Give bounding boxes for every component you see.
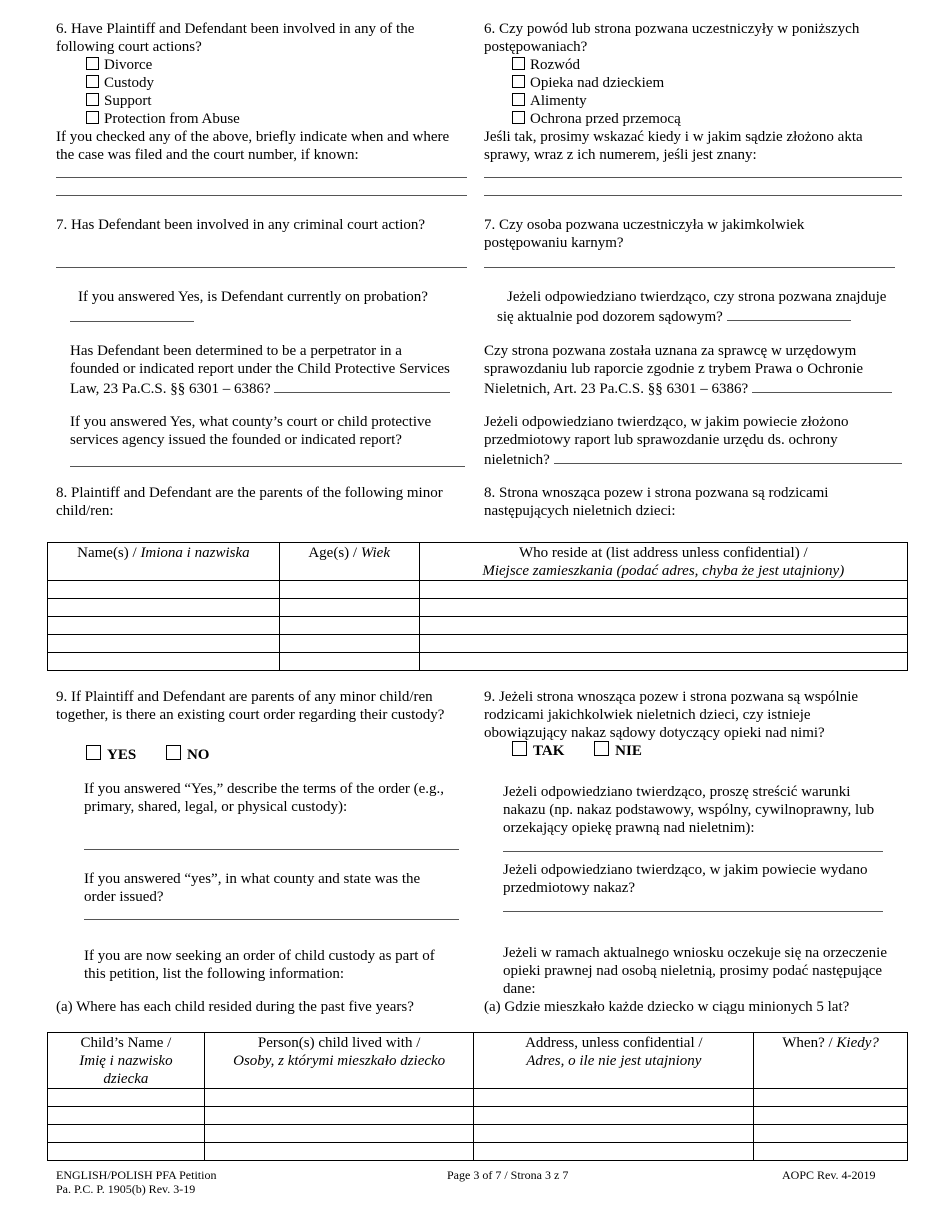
table-cell[interactable] [474,1125,754,1143]
q9-pl-question-line2: rodzicami jakichkolwiek nieletnich dzieci, czy istnieje [484,707,811,723]
table-cell[interactable] [204,1143,474,1161]
q7-pl-question-line1: 7. Czy osoba pozwana uczestniczyła w jakimkolwiek [484,217,805,233]
q9-pl-county [503,861,923,897]
table-cell[interactable] [474,1089,754,1107]
q7-pl-perp-line2: sprawozdaniu lub raporcie zgodnie z trybem Prawa o Ochronie [484,361,864,377]
footer-rule: Pa. P.C. P. 1905(b) Rev. 3-19 [56,1182,196,1196]
q8-pl [484,484,924,520]
q6-pl-followup-line2: sprawy, wraz z ich numerem, jeśli jest znany: [484,147,757,163]
q8-en [56,484,476,520]
checkbox[interactable] [86,745,101,760]
table-cell[interactable] [204,1107,474,1125]
q9-pl-question [484,688,924,742]
q9-pl-seeking-line1: Jeżeli w ramach aktualnego wniosku oczekuje się na orzeczenie [503,945,887,961]
table-header-row [48,543,908,581]
q6-en-followup-line2: the case was filed and the court number, if known: [56,147,359,163]
q9-pl-seeking-line2: opieki prawnej nad osobą nieletnią, prosimy podać następujące [503,963,883,979]
children-table [47,542,908,671]
checkbox[interactable] [512,111,525,124]
q7-en-answer-line[interactable] [56,267,467,268]
q8-pl-line1: 8. Strona wnosząca pozew i strona pozwana są rodzicami [484,485,829,501]
table-row [48,1125,908,1143]
footer-page-number: Page 3 of 7 / Strona 3 z 7 [447,1168,569,1182]
q9-en-question-line2: together, is there an existing court order regarding their custody? [56,707,445,723]
q9-en-county-answer[interactable] [84,919,459,920]
q9-en-terms [84,780,474,816]
q7-en-county [70,413,480,449]
q6-en-answer-line-1[interactable] [56,177,467,178]
residence-table [47,1032,908,1161]
table-cell[interactable] [754,1125,908,1143]
q7-pl-probation [497,288,917,326]
table-cell[interactable] [48,1107,205,1125]
table-cell[interactable] [204,1089,474,1107]
table-row [48,1089,908,1107]
table-cell[interactable] [474,1107,754,1125]
q9-en-seeking [84,947,474,983]
q9-en-county-line1: If you answered “yes”, in what county and state was the [84,871,421,887]
q9-pl-terms-answer[interactable] [503,851,883,852]
q7-pl-probation-line1: Jeżeli odpowiedziano twierdząco, czy strona pozwana znajduje [507,289,887,305]
q9-en-seeking-line2: this petition, list the following information: [84,966,344,982]
q7-pl-perp-line1: Czy strona pozwana została uznana za sprawcę w urzędowym [484,343,857,359]
q6-en-option-divorce[interactable]: Divorce [86,56,476,74]
checkbox[interactable] [512,75,525,88]
table-cell[interactable] [279,617,419,635]
table-cell[interactable] [754,1089,908,1107]
q9-en-yes-no [86,745,209,764]
q9-en-terms-line2: primary, shared, legal, or physical custody): [84,799,348,815]
table-cell[interactable] [754,1107,908,1125]
q7-pl-probation-answer[interactable] [727,306,851,321]
q7-pl-perpetrator [484,342,924,398]
q9-en-a: (a) Where has each child resided during the past five years? [56,999,414,1015]
q7-pl-question [484,216,924,252]
q6-en [56,20,476,164]
q9-en-seeking-line1: If you are now seeking an order of child custody as part of [84,948,435,964]
q9-en-county-line2: order issued? [84,889,164,905]
q7-en-county-line1: If you answered Yes, what county’s court or child protective [70,414,432,430]
q7-en-perpetrator [70,342,480,398]
q6-en-followup-line1: If you checked any of the above, briefly indicate when and where [56,129,450,145]
q6-pl-answer-line-1[interactable] [484,177,902,178]
q7-pl-county [484,413,924,469]
table-row [48,1143,908,1161]
col-address-header: Address, unless confidential / Adres, o ile nie jest utajniony [474,1033,754,1089]
table-row [48,653,908,671]
q9-pl-yes-option[interactable]: TAK [512,743,564,759]
q7-pl-question-line2: postępowaniu karnym? [484,235,624,251]
q7-pl-county-line2: przedmiotowy raport lub sprawozdanie urzędu ds. ochrony [484,432,838,448]
checkbox[interactable] [512,57,525,70]
table-cell[interactable] [279,581,419,599]
q9-pl-yes-no [512,741,642,760]
q6-pl-question-line2: postępowaniach? [484,39,588,55]
table-cell[interactable] [419,581,907,599]
table-row [48,635,908,653]
table-cell[interactable] [419,635,907,653]
q7-en-county-line2: services agency issued the founded or indicated report? [70,432,402,448]
q6-pl-question-line1: 6. Czy powód lub strona pozwana uczestniczyły w poniższych [484,21,860,37]
q9-pl-no-option[interactable]: NIE [594,743,642,759]
q6-en-option-pfa[interactable]: Protection from Abuse [86,110,476,128]
col-name-header: Name(s) / Imiona i nazwiska [48,543,280,581]
col-child-name-header: Child’s Name / Imię i nazwisko dziecka [48,1033,205,1089]
checkbox[interactable] [86,75,99,88]
table-cell[interactable] [419,653,907,671]
table-cell[interactable] [48,1143,205,1161]
q9-pl-terms-line1: Jeżeli odpowiedziano twierdząco, proszę streścić warunki [503,784,851,800]
q9-pl-a: (a) Gdzie mieszkało każde dziecko w ciągu minionych 5 lat? [484,999,850,1015]
q6-en-question-line1: 6. Have Plaintiff and Defendant been involved in any of the [56,21,415,37]
q7-en-probation-line[interactable] [70,321,194,322]
q9-pl-county-line1: Jeżeli odpowiedziano twierdząco, w jakim powiecie wydano [503,862,868,878]
q6-pl [484,20,924,164]
table-row [48,1107,908,1125]
q7-pl-county-line3: nieletnich? [484,452,550,468]
q6-pl-option-ochrona[interactable]: Ochrona przed przemocą [512,110,924,128]
checkbox[interactable] [86,57,99,70]
checkbox[interactable] [86,111,99,124]
q9-en-question [56,688,476,724]
q9-pl-county-line2: przedmiotowy nakaz? [503,880,636,896]
checkbox[interactable] [512,741,527,756]
table-cell[interactable] [474,1143,754,1161]
table-cell[interactable] [48,599,280,617]
q6-pl-followup-line1: Jeśli tak, prosimy wskazać kiedy i w jakim sądzie złożono akta [484,129,863,145]
table-row [48,599,908,617]
col-lived-with-header: Person(s) child lived with / Osoby, z którymi mieszkało dziecko [204,1033,474,1089]
table-row [48,617,908,635]
col-when-header: When? / Kiedy? [754,1033,908,1089]
q7-pl-perp-answer[interactable] [752,378,892,393]
q7-pl-probation-line2: się aktualnie pod dozorem sądowym? [497,309,723,325]
table-cell[interactable] [48,635,280,653]
q7-en-perp-line3: Law, 23 Pa.C.S. §§ 6301 – 6386? [70,381,271,397]
q6-pl-answer-line-2[interactable] [484,195,902,196]
checkbox[interactable] [166,745,181,760]
q9-pl-county-answer[interactable] [503,911,883,912]
table-cell[interactable] [48,1125,205,1143]
q7-pl-county-answer[interactable] [554,449,902,464]
q6-en-question-line2: following court actions? [56,39,202,55]
q9-en-no-option[interactable]: NO [166,747,210,763]
table-cell[interactable] [48,617,280,635]
checkbox[interactable] [512,93,525,106]
col-age-header: Age(s) / Wiek [279,543,419,581]
q7-en-perp-line1: Has Defendant been determined to be a perpetrator in a [70,343,402,359]
table-cell[interactable] [279,635,419,653]
q7-en-perp-answer[interactable] [274,378,450,393]
table-cell[interactable] [204,1125,474,1143]
q9-en-terms-answer[interactable] [84,849,459,850]
table-cell[interactable] [48,1089,205,1107]
footer-left [56,1168,216,1196]
checkbox[interactable] [594,741,609,756]
q9-pl-terms-line3: orzekający opiekę prawną nad nieletnim): [503,820,755,836]
q8-en-line1: 8. Plaintiff and Defendant are the parents of the following minor [56,485,443,501]
table-cell[interactable] [279,653,419,671]
q6-pl-option-rozwod[interactable]: Rozwód [512,56,924,74]
footer-revision: AOPC Rev. 4-2019 [782,1168,876,1182]
q7-pl-county-line1: Jeżeli odpowiedziano twierdząco, w jakim powiecie złożono [484,414,849,430]
table-row [48,581,908,599]
q9-pl-question-line1: 9. Jeżeli strona wnosząca pozew i strona pozwana są wspólnie [484,689,859,705]
q7-en-county-answer[interactable] [70,466,465,467]
q7-en-question: 7. Has Defendant been involved in any criminal court action? [56,217,426,233]
q9-en-question-line1: 9. If Plaintiff and Defendant are parents of any minor child/ren [56,689,433,705]
q9-pl-seeking-line3: dane: [503,981,536,997]
q9-pl-terms [503,783,923,837]
q9-en-terms-line1: If you answered “Yes,” describe the terms of the order (e.g., [84,781,445,797]
table-cell[interactable] [279,599,419,617]
q7-en-probation: If you answered Yes, is Defendant currently on probation? [78,289,428,305]
q6-pl-option-opieka[interactable]: Opieka nad dzieckiem [512,74,924,92]
q9-en-yes-option[interactable]: YES [86,747,136,763]
q9-pl-terms-line2: nakazu (np. nakaz podstawowy, wspólny, cywilnoprawny, lub [503,802,875,818]
table-cell[interactable] [419,599,907,617]
q9-pl-question-line3: obowiązujący nakaz sądowy dotyczący opieki nad nimi? [484,725,825,741]
table-cell[interactable] [754,1143,908,1161]
q6-en-answer-line-2[interactable] [56,195,467,196]
q7-pl-answer-line[interactable] [484,267,895,268]
q6-en-option-custody[interactable]: Custody [86,74,476,92]
q9-en-county [84,870,474,906]
q7-en-perp-line2: founded or indicated report under the Child Protective Services [70,361,450,377]
footer-form-name: ENGLISH/POLISH PFA Petition [56,1168,217,1182]
checkbox[interactable] [86,93,99,106]
q6-pl-option-alimenty[interactable]: Alimenty [512,92,924,110]
q7-pl-perp-line3: Nieletnich, Art. 23 Pa.C.S. §§ 6301 – 6386? [484,381,749,397]
table-cell[interactable] [48,653,280,671]
col-address-header: Who reside at (list address unless confidential) / Miejsce zamieszkania (podać adres, chyba że jest utajniony) [419,543,907,581]
q6-en-option-support[interactable]: Support [86,92,476,110]
q9-pl-seeking [503,944,923,998]
q8-en-line2: child/ren: [56,503,114,519]
table-header-row [48,1033,908,1089]
table-cell[interactable] [419,617,907,635]
table-cell[interactable] [48,581,280,599]
q8-pl-line2: następujących nieletnich dzieci: [484,503,676,519]
